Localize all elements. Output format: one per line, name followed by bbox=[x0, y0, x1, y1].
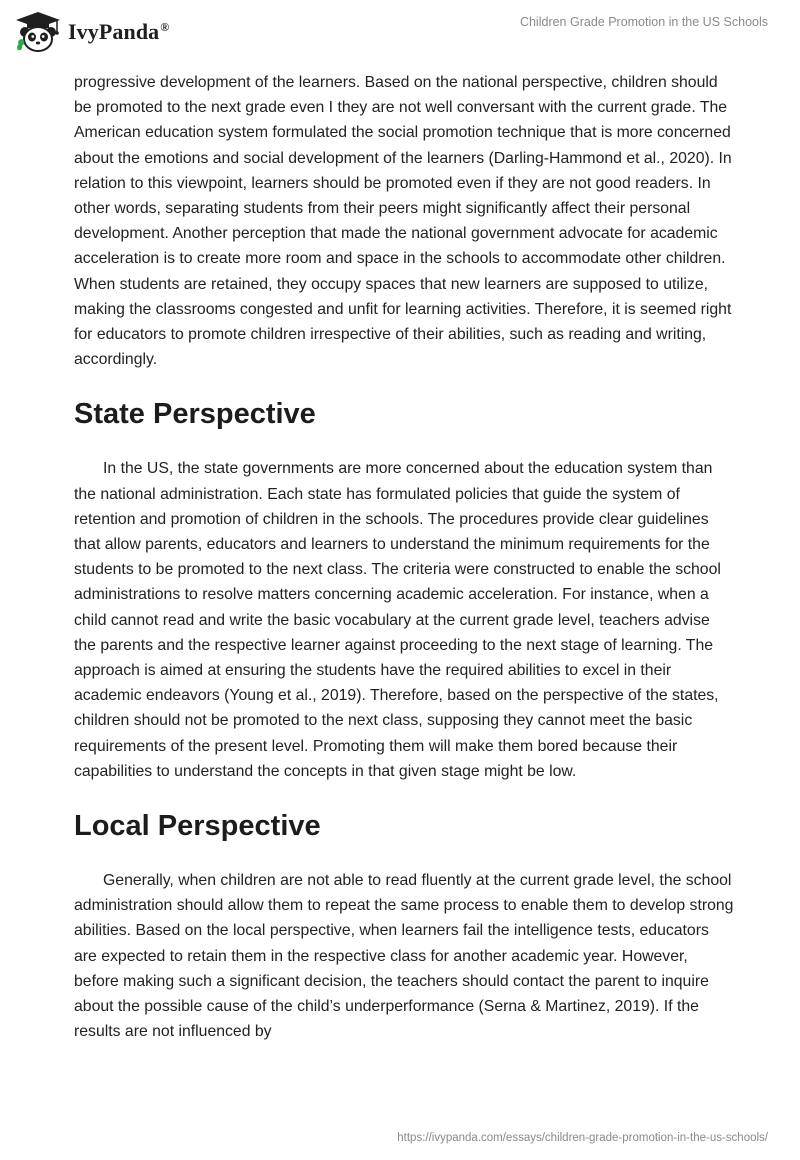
page-header bbox=[0, 0, 800, 64]
heading-state-perspective: State Perspective bbox=[74, 398, 316, 431]
brand-name: IvyPanda® bbox=[68, 19, 170, 44]
ivypanda-logo[interactable] bbox=[14, 10, 169, 54]
paragraph-state-perspective: In the US, the state governments are more concerned about the education system than the national administration. Each state has formulated policies that guide the system of retention and promotion of children in the schools. The procedures provide clear guidelines that allow parents, educators and learners to understand the minimum requirements for the students to be promoted to the next class. The criteria were constructed to enable the school administrations to resolve matters concerning academic acceleration. For instance, when a child cannot read and write the basic vocabulary at the current grade level, teachers advise the parents and the respective learner against proceeding to the next stage of learning. The approach is aimed at ensuring the students have the required abilities to excel in their academic endeavors (Young et al., 2019). Therefore, based on the perspective of the states, children should not be promoted to the next class, supposing they cannot meet the basic requirements of the present level. Promoting them will make them bored because their capabilities to understand the concepts in that given stage might be low. bbox=[74, 460, 721, 780]
document-title: Children Grade Promotion in the US Schools bbox=[519, 15, 768, 29]
source-url[interactable]: https://ivypanda.com/essays/children-grade-promotion-in-the-us-schools/ bbox=[397, 1132, 768, 1144]
paragraph-local-perspective: Generally, when children are not able to read fluently at the current grade level, the school administration should allow them to repeat the same process to enable them to develop strong abilities. Based on the local perspective, when learners fail the intelligence tests, educators are expected to retain them in the respective class for another academic year. However, before making such a significant decision, the teachers should contact the parent to inquire about the possible cause of the child’s underperformance (Serna & Martinez, 2019). If the results are not influenced by bbox=[74, 872, 734, 1041]
essay-content bbox=[74, 70, 734, 1045]
paragraph-national-continued: progressive development of the learners. Based on the national perspective, children should be promoted to the next grade even I they are not well conversant with the current grade. The American education system formulated the social promotion technique that is more concerned about the emotions and social development of the learners (Darling-Hammond et al., 2020). In relation to this viewpoint, learners should be promoted even if they are not good readers. In other words, separating students from their peers might significantly affect their personal development. Another perception that made the national government advocate for academic acceleration is to create more room and space in the schools to accommodate other children. When students are retained, they occupy spaces that new learners are supposed to utilize, making the classrooms congested and unfit for learning activities. Therefore, it is seemed right for educators to promote children irrespective of their abilities, such as reading and writing, accordingly. bbox=[74, 74, 732, 369]
panda-graduation-cap-icon bbox=[14, 10, 62, 54]
heading-local-perspective: Local Perspective bbox=[74, 810, 321, 843]
